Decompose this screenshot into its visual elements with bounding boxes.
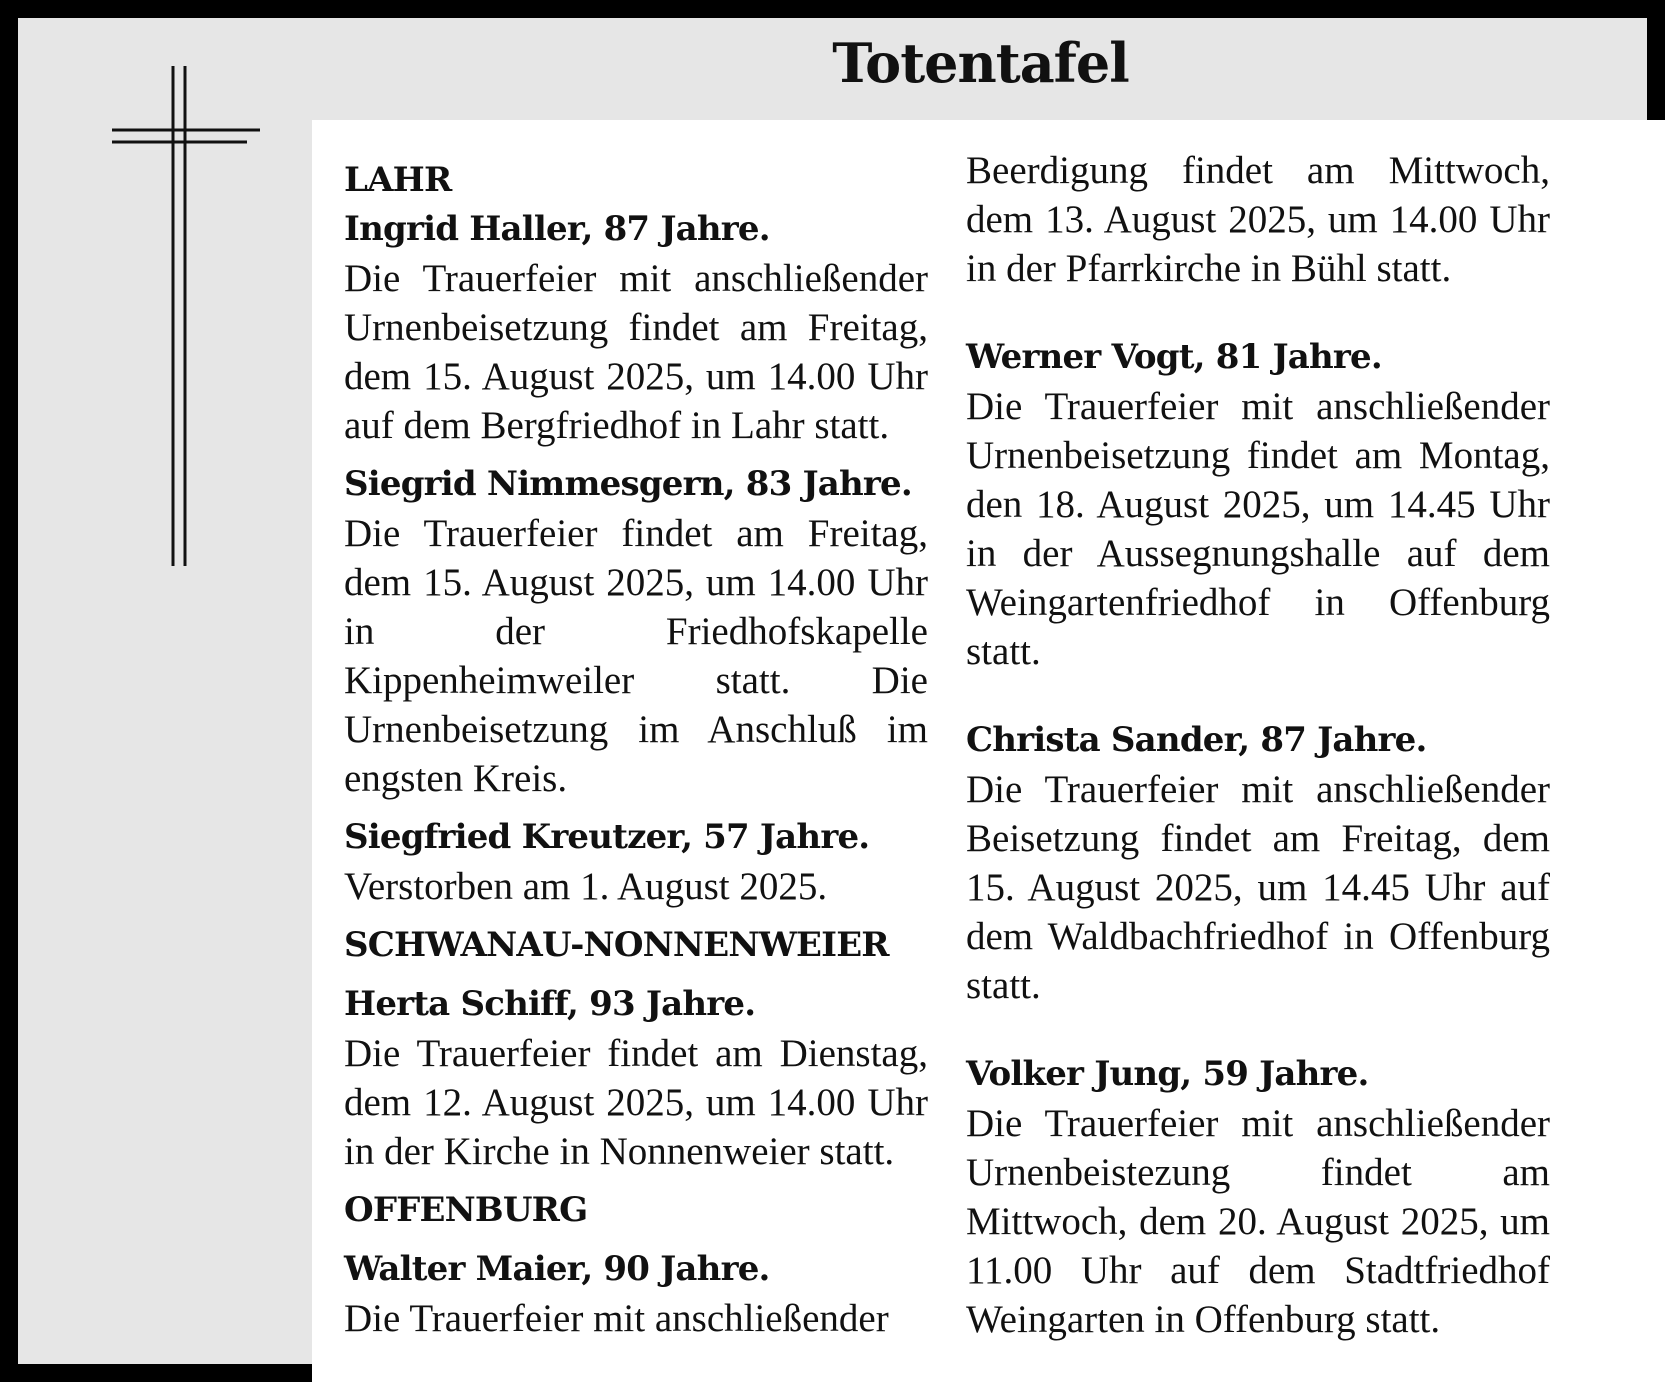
funeral-details: Beerdigung findet am Mittwoch, dem 13. August 2025, um 14.00 Uhr in der Pfarrkirche in Bühl statt. bbox=[966, 149, 1550, 290]
city-heading: LAHR bbox=[344, 160, 452, 200]
city-heading: SCHWANAU-NONNENWEIER bbox=[344, 925, 889, 965]
funeral-details: Verstorben am 1. August 2025. bbox=[344, 865, 828, 908]
notice-panel bbox=[312, 120, 1665, 1382]
funeral-details: Die Trauerfeier mit anschließender Urnenbeisetzung findet am Freitag, dem 15. August 2025, um 14.00 Uhr auf dem Bergfriedhof in Lahr statt. bbox=[344, 257, 928, 447]
deceased-name: Walter Maier, 90 Jahre. bbox=[344, 1249, 770, 1289]
city-heading: OFFENBURG bbox=[344, 1190, 588, 1230]
funeral-details: Die Trauerfeier mit anschließender bbox=[344, 1297, 889, 1340]
deceased-name: Ingrid Haller, 87 Jahre. bbox=[344, 209, 770, 249]
funeral-details: Die Trauerfeier mit anschließender Urnenbeistezung findet am Mittwoch, dem 20. August 2025, um 11.00 Uhr auf dem Stadtfriedhof Weingarten in Offenburg statt. bbox=[966, 1102, 1550, 1341]
left-column bbox=[344, 156, 928, 1343]
right-column bbox=[966, 149, 1550, 1344]
deceased-name: Herta Schiff, 93 Jahre. bbox=[344, 984, 756, 1024]
funeral-details: Die Trauerfeier findet am Freitag, dem 15. August 2025, um 14.00 Uhr in der Friedhofskapelle Kippenheimweiler statt. Die Urnenbeisetzung im Anschluß im engsten Kreis. bbox=[344, 512, 928, 800]
deceased-name: Christa Sander, 87 Jahre. bbox=[966, 720, 1427, 760]
funeral-details: Die Trauerfeier mit anschließender Urnenbeisetzung findet am Montag, den 18. August 2025, um 14.45 Uhr in der Aussegnungshalle auf dem Weingartenfriedhof in Offenburg statt. bbox=[966, 385, 1550, 673]
funeral-details: Die Trauerfeier mit anschließender Beisetzung findet am Freitag, dem 15. August 2025, um 14.45 Uhr auf dem Waldbachfriedhof in Offenburg statt. bbox=[966, 768, 1550, 1007]
cross-icon bbox=[92, 48, 262, 568]
funeral-details: Die Trauerfeier findet am Dienstag, dem 12. August 2025, um 14.00 Uhr in der Kirche in Nonnenweier statt. bbox=[344, 1032, 928, 1173]
deceased-name: Siegrid Nimmesgern, 83 Jahre. bbox=[344, 464, 912, 504]
page-title: Totentafel bbox=[832, 31, 1129, 95]
deceased-name: Werner Vogt, 81 Jahre. bbox=[966, 337, 1382, 377]
deceased-name: Volker Jung, 59 Jahre. bbox=[966, 1054, 1369, 1094]
deceased-name: Siegfried Kreutzer, 57 Jahre. bbox=[344, 817, 870, 857]
